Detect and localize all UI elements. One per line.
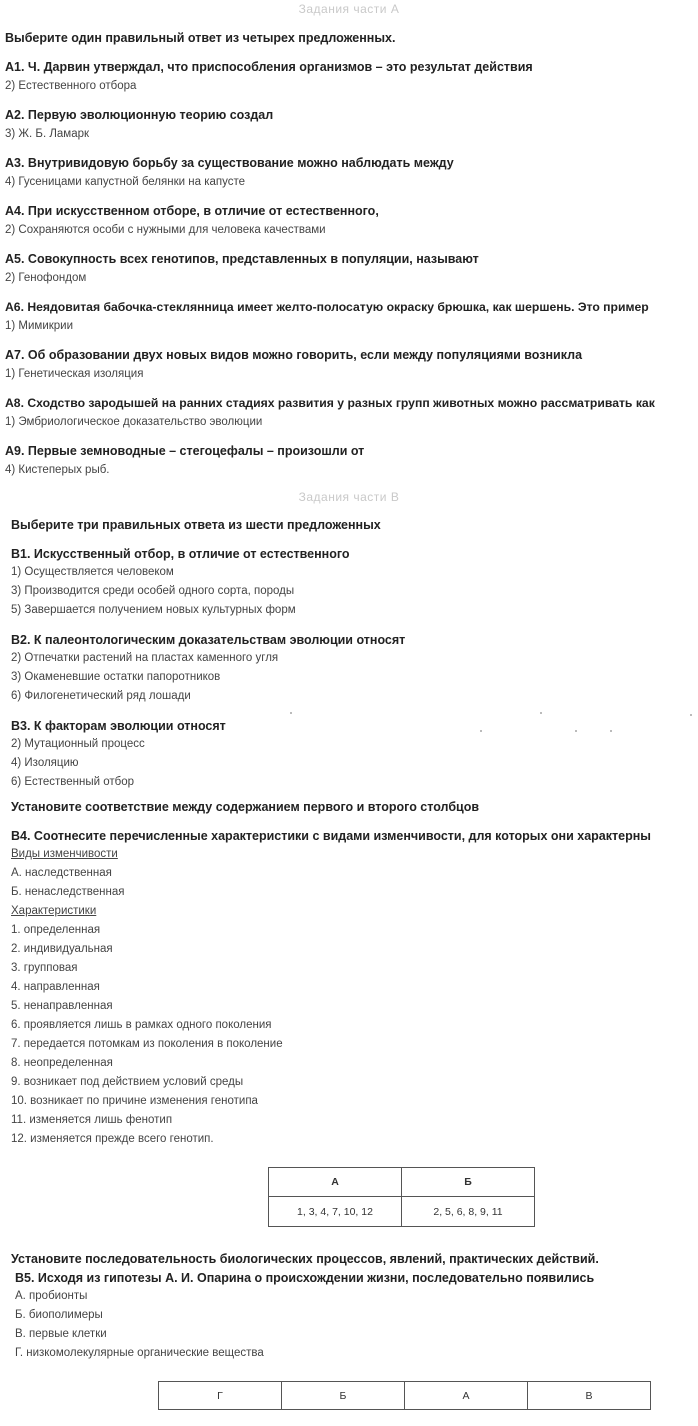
question-a3: А3. Внутривидовую борьбу за существование можно наблюдать между xyxy=(5,156,454,170)
part-a-intro: Выберите один правильный ответ из четырех предложенных. xyxy=(5,31,396,45)
char-item: 2. индивидуальная xyxy=(11,943,113,955)
answer-b3-2: 4) Изоляцию xyxy=(11,757,79,769)
b5-table-cell: Б xyxy=(282,1382,405,1410)
question-a5: А5. Совокупность всех генотипов, представленных в популяции, называют xyxy=(5,252,479,266)
b4-answer-table xyxy=(268,1167,535,1227)
answer-a5: 2) Генофондом xyxy=(5,272,87,284)
question-a4: А4. При искусственном отборе, в отличие от естественного, xyxy=(5,204,379,218)
chars-label: Характеристики xyxy=(11,905,97,917)
question-b1: В1. Искусственный отбор, в отличие от естественного xyxy=(11,547,350,561)
char-item: 9. возникает под действием условий среды xyxy=(11,1076,244,1088)
answer-b3-3: 6) Естественный отбор xyxy=(11,776,135,788)
b5-item: В. первые клетки xyxy=(15,1328,107,1340)
b5-item: А. пробионты xyxy=(15,1290,88,1302)
answer-b2-1: 2) Отпечатки растений на пластах каменного угля xyxy=(11,652,279,664)
question-a7: А7. Об образовании двух новых видов можно говорить, если между популяциями возникла xyxy=(5,348,583,362)
scan-noise xyxy=(690,714,692,716)
question-a9: А9. Первые земноводные – стегоцефалы – произошли от xyxy=(5,444,365,458)
answer-b3-1: 2) Мутационный процесс xyxy=(11,738,145,750)
match-intro: Установите соответствие между содержанием первого и второго столбцов xyxy=(11,800,480,814)
char-item: 1. определенная xyxy=(11,924,101,936)
b5-item: Б. биополимеры xyxy=(15,1309,103,1321)
char-item: 7. передается потомкам из поколения в поколение xyxy=(11,1038,283,1050)
b5-table-cell: Г xyxy=(159,1382,282,1410)
question-a8: А8. Сходство зародышей на ранних стадиях развития у разных групп животных можно рассматривать как xyxy=(5,396,655,410)
scan-noise xyxy=(575,730,577,732)
answer-a7: 1) Генетическая изоляция xyxy=(5,368,144,380)
answer-a1: 2) Естественного отбора xyxy=(5,80,137,92)
char-item: 6. проявляется лишь в рамках одного поколения xyxy=(11,1019,272,1031)
type-item: А. наследственная xyxy=(11,867,112,879)
question-a1: А1. Ч. Дарвин утверждал, что приспособления организмов – это результат действия xyxy=(5,60,533,74)
b5-table-cell: В xyxy=(528,1382,651,1410)
b4-table-header-b: Б xyxy=(402,1168,535,1197)
question-b5: В5. Исходя из гипотезы А. И. Опарина о происхождении жизни, последовательно появились xyxy=(15,1271,595,1285)
answer-b2-2: 3) Окаменевшие остатки папоротников xyxy=(11,671,221,683)
char-item: 8. неопределенная xyxy=(11,1057,113,1069)
scan-noise xyxy=(480,730,482,732)
question-a2: А2. Первую эволюционную теорию создал xyxy=(5,108,274,122)
scan-noise xyxy=(540,712,542,714)
answer-a2: 3) Ж. Б. Ламарк xyxy=(5,128,90,140)
sequence-intro: Установите последовательность биологических процессов, явлений, практических действий. xyxy=(11,1252,599,1266)
answer-b1-2: 3) Производится среди особей одного сорта, породы xyxy=(11,585,295,597)
question-a6: А6. Неядовитая бабочка-стеклянница имеет желто-полосатую окраску брюшка, как шершень. Это пример xyxy=(5,300,649,314)
answer-b1-3: 5) Завершается получением новых культурных форм xyxy=(11,604,296,616)
b4-table-cell-a: 1, 3, 4, 7, 10, 12 xyxy=(269,1197,402,1227)
char-item: 10. возникает по причине изменения генотипа xyxy=(11,1095,258,1107)
scan-noise xyxy=(610,730,612,732)
b5-item: Г. низкомолекулярные органические вещества xyxy=(15,1347,264,1359)
answer-a6: 1) Мимикрии xyxy=(5,320,74,332)
question-b2: В2. К палеонтологическим доказательствам эволюции относят xyxy=(11,633,406,647)
b4-table-cell-b: 2, 5, 6, 8, 9, 11 xyxy=(402,1197,535,1227)
char-item: 11. изменяется лишь фенотип xyxy=(11,1114,173,1126)
char-item: 4. направленная xyxy=(11,981,100,993)
answer-b1-1: 1) Осуществляется человеком xyxy=(11,566,174,578)
char-item: 12. изменяется прежде всего генотип. xyxy=(11,1133,214,1145)
char-item: 3. групповая xyxy=(11,962,78,974)
b5-answer-table xyxy=(158,1381,651,1410)
char-item: 5. ненаправленная xyxy=(11,1000,113,1012)
answer-b2-3: 6) Филогенетический ряд лошади xyxy=(11,690,191,702)
question-b4: В4. Соотнесите перечисленные характеристики с видами изменчивости, для которых они характерны xyxy=(11,829,651,843)
part-b-intro: Выберите три правильных ответа из шести предложенных xyxy=(11,518,381,532)
answer-a4: 2) Сохраняются особи с нужными для человека качествами xyxy=(5,224,326,236)
type-item: Б. ненаследственная xyxy=(11,886,125,898)
part-a-title: Задания части А xyxy=(298,2,400,16)
answer-a8: 1) Эмбриологическое доказательство эволюции xyxy=(5,416,263,428)
b5-table-cell: А xyxy=(405,1382,528,1410)
answer-a9: 4) Кистеперых рыб. xyxy=(5,464,110,476)
answer-a3: 4) Гусеницами капустной белянки на капусте xyxy=(5,176,246,188)
types-label: Виды изменчивости xyxy=(11,848,118,860)
question-b3: В3. К факторам эволюции относят xyxy=(11,719,226,733)
scan-noise xyxy=(290,712,292,714)
part-b-title: Задания части В xyxy=(298,490,400,504)
b4-table-header-a: А xyxy=(269,1168,402,1197)
